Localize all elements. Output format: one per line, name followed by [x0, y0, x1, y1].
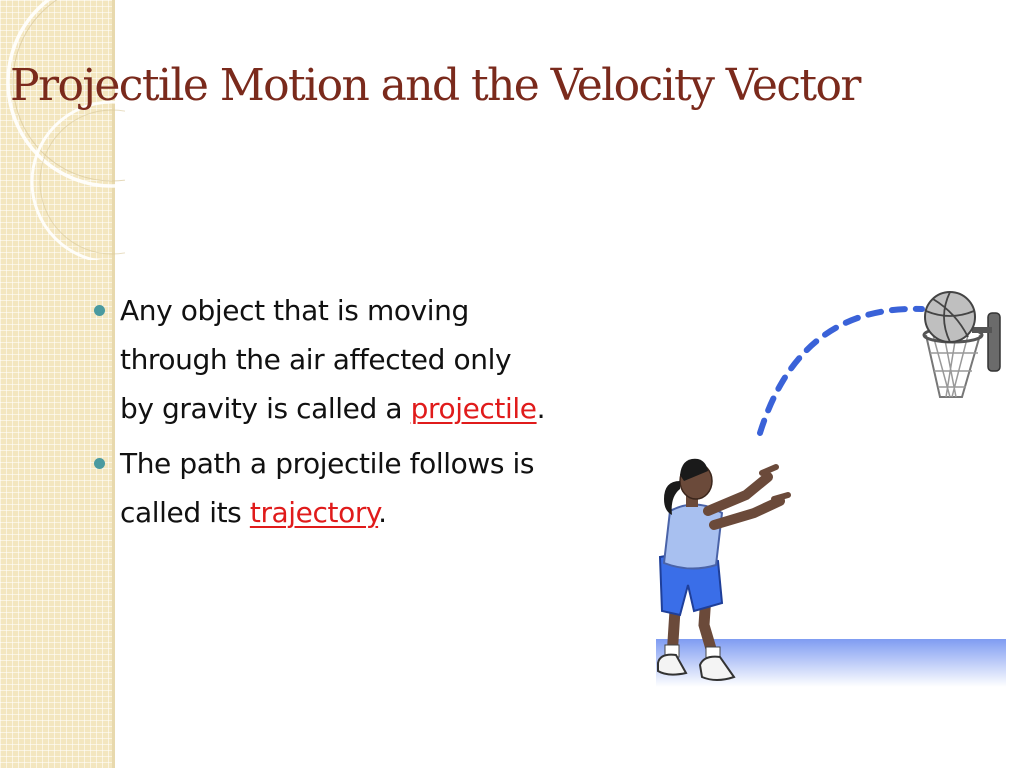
term-trajectory[interactable]: trajectory	[249, 496, 379, 529]
bullet-text: The path a projectile follows is called its	[120, 447, 535, 529]
basketball-icon	[925, 292, 975, 342]
bullet-dot-icon	[94, 305, 105, 316]
bullet-list	[92, 286, 552, 543]
bullet-item-trajectory	[92, 439, 552, 537]
basketball-illustration	[650, 285, 1010, 695]
bullet-text: Any object that is moving through the air affected only by gravity is called a	[120, 294, 512, 425]
bullet-item-projectile	[92, 286, 552, 433]
bullet-punctuation: .	[536, 392, 546, 425]
term-projectile[interactable]: projectile	[410, 392, 537, 425]
slide-title: Projectile Motion and the Velocity Vector	[10, 60, 860, 111]
bullet-dot-icon	[94, 458, 105, 469]
trajectory-path	[760, 309, 922, 433]
bullet-punctuation: .	[378, 496, 387, 529]
decorative-circles	[0, 0, 125, 260]
